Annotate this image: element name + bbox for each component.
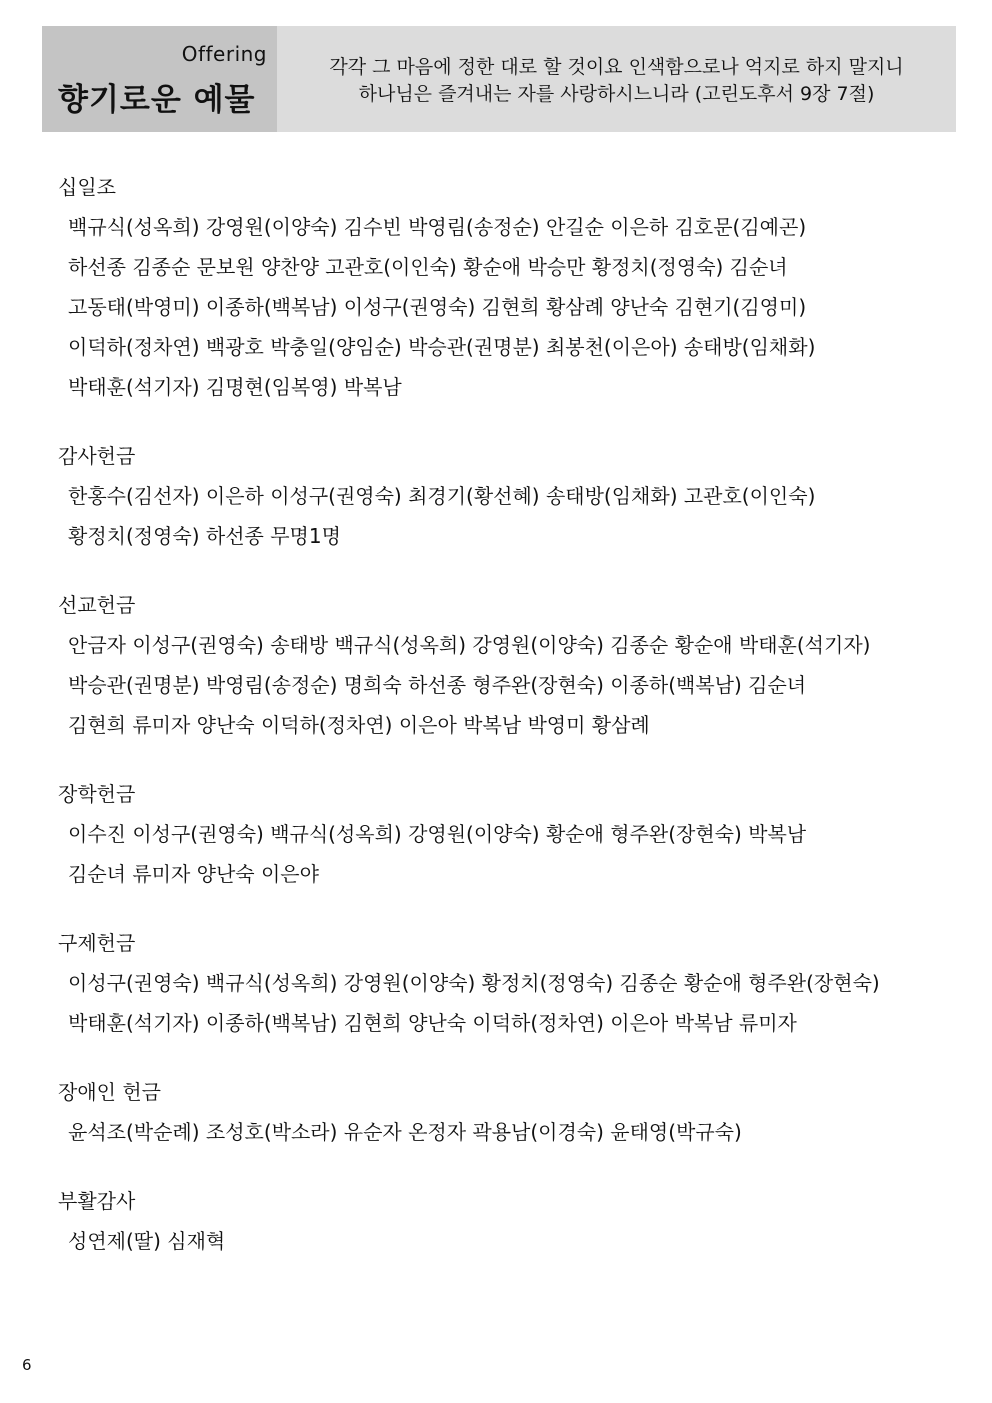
donor-line: 하선종 김종순 문보원 양찬양 고관호(이인숙) 황순애 박승만 황정치(정영숙) 김순녀 — [68, 255, 788, 279]
donor-line: 박태훈(석기자) 이종하(백복남) 김현희 양난숙 이덕하(정차연) 이은아 박복남 류미자 — [68, 1011, 797, 1035]
donor-line: 이수진 이성구(권영숙) 백규식(성옥희) 강영원(이양숙) 황순애 형주완(장현숙) 박복남 — [68, 822, 807, 846]
verse-line: 하나님은 즐겨내는 자를 사랑하시느니라 (고린도후서 9장 7절) — [358, 83, 875, 105]
section-title: 십일조 — [58, 175, 116, 199]
donor-line: 김순녀 류미자 양난숙 이은야 — [68, 862, 319, 886]
header-verse — [277, 26, 956, 132]
section-title: 장애인 헌금 — [58, 1080, 161, 1104]
donor-line: 이덕하(정차연) 백광호 박충일(양임순) 박승관(권명분) 최봉천(이은아) 송태방(임채화) — [68, 335, 816, 359]
verse-line: 각각 그 마음에 정한 대로 할 것이요 인색함으로나 억지로 하지 말지니 — [329, 56, 904, 78]
donor-line: 황정치(정영숙) 하선종 무명1명 — [68, 524, 341, 548]
section-scholarship — [58, 774, 948, 894]
donor-line: 윤석조(박순례) 조성호(박소라) 유순자 온정자 곽용남(이경숙) 윤태영(박규숙) — [68, 1120, 742, 1144]
header-title-box — [42, 26, 277, 132]
header-title: 향기로운 예물 — [58, 82, 256, 118]
section-title: 선교헌금 — [58, 593, 136, 617]
offering-header — [42, 26, 956, 132]
donor-line: 백규식(성옥희) 강영원(이양숙) 김수빈 박영림(송정순) 안길순 이은하 김호문(김예곤) — [68, 215, 807, 239]
section-title: 구제헌금 — [58, 931, 136, 955]
section-easter — [58, 1181, 948, 1261]
section-relief — [58, 923, 948, 1043]
section-thanksgiving — [58, 436, 948, 556]
section-disability — [58, 1072, 948, 1152]
donor-line: 이성구(권영숙) 백규식(성옥희) 강영원(이양숙) 황정치(정영숙) 김종순 황순애 형주완(장현숙) — [68, 971, 880, 995]
section-title: 감사헌금 — [58, 444, 136, 468]
section-mission — [58, 585, 948, 745]
page-number: 6 — [22, 1356, 32, 1374]
offering-list — [58, 167, 948, 1290]
donor-line: 박승관(권명분) 박영림(송정순) 명희숙 하선종 형주완(장현숙) 이종하(백복남) 김순녀 — [68, 673, 807, 697]
donor-line: 안금자 이성구(권영숙) 송태방 백규식(성옥희) 강영원(이양숙) 김종순 황순애 박태훈(석기자) — [68, 633, 871, 657]
donor-line: 한홍수(김선자) 이은하 이성구(권영숙) 최경기(황선혜) 송태방(임채화) 고관호(이인숙) — [68, 484, 816, 508]
donor-line: 고동태(박영미) 이종하(백복남) 이성구(권영숙) 김현희 황삼례 양난숙 김현기(김영미) — [68, 295, 807, 319]
header-subtitle: Offering — [181, 42, 267, 66]
donor-line: 김현희 류미자 양난숙 이덕하(정차연) 이은아 박복남 박영미 황삼례 — [68, 713, 650, 737]
donor-line: 성연제(딸) 심재혁 — [68, 1229, 226, 1253]
section-title: 장학헌금 — [58, 782, 136, 806]
section-title: 부활감사 — [58, 1189, 136, 1213]
section-tithe — [58, 167, 948, 407]
donor-line: 박태훈(석기자) 김명현(임복영) 박복남 — [68, 375, 402, 399]
